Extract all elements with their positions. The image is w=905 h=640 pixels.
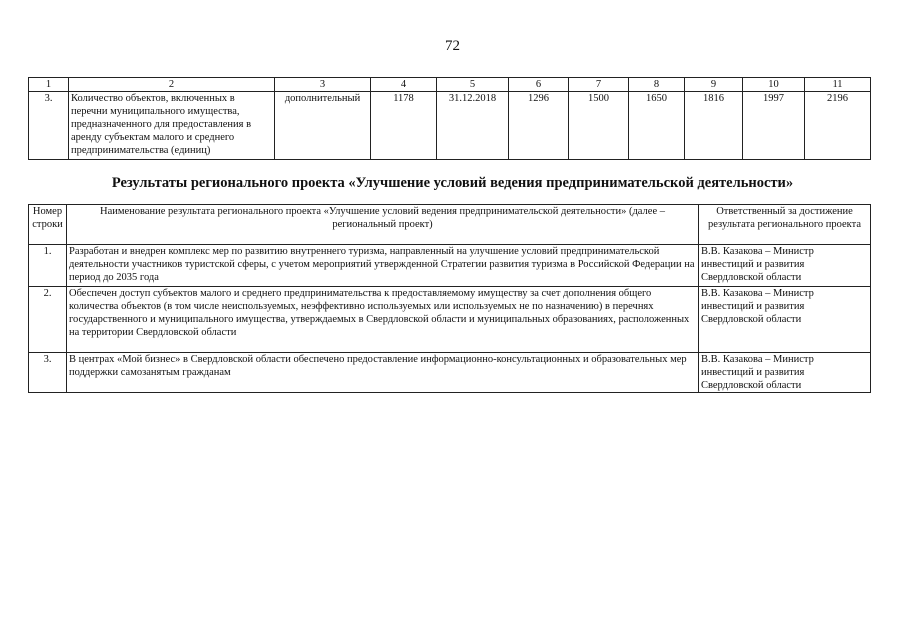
col-header: 1 bbox=[29, 78, 69, 92]
responsible: В.В. Казакова – Министр инвестиций и развития Свердловской области bbox=[699, 245, 871, 287]
col-header-responsible: Ответственный за достижение результата регионального проекта bbox=[699, 205, 871, 245]
col-header: 8 bbox=[629, 78, 685, 92]
table-row bbox=[29, 92, 871, 160]
row-number: 3. bbox=[29, 92, 69, 160]
value-cell: 1816 bbox=[685, 92, 743, 160]
col-header-number: Номер строки bbox=[29, 205, 67, 245]
col-header: 2 bbox=[69, 78, 275, 92]
col-header: 11 bbox=[805, 78, 871, 92]
table-row bbox=[29, 245, 871, 287]
col-header: 4 bbox=[371, 78, 437, 92]
result-name: Разработан и внедрен комплекс мер по развитию внутреннего туризма, направленный на улучшение условий предпринимательской деятельности участников туристской сферы, с учетом мероприятий утвержденной Стратегии развития туризма в Российской Федерации на период до 2035 года bbox=[67, 245, 699, 287]
indicator-type: дополнительный bbox=[275, 92, 371, 160]
indicators-header-row bbox=[29, 78, 871, 92]
value-cell: 1997 bbox=[743, 92, 805, 160]
col-header: 6 bbox=[509, 78, 569, 92]
row-number: 3. bbox=[29, 353, 67, 393]
responsible: В.В. Казакова – Министр инвестиций и развития Свердловской области bbox=[699, 287, 871, 353]
col-header: 9 bbox=[685, 78, 743, 92]
result-name: В центрах «Мой бизнес» в Свердловской области обеспечено предоставление информационно-консультационных и образовательных мер поддержки самозанятым гражданам bbox=[67, 353, 699, 393]
indicator-name: Количество объектов, включенных в перечни муниципального имущества, предназначенного для предоставления в аренду субъектам малого и среднего предпринимательства (единиц) bbox=[69, 92, 275, 160]
results-header-row bbox=[29, 205, 871, 245]
col-header: 7 bbox=[569, 78, 629, 92]
result-name: Обеспечен доступ субъектов малого и среднего предпринимательства к предоставляемому имуществу за счет дополнения общего количества объектов (в том числе неиспользуемых, неэффективно используемых или используемых не по назначению) в перечнях государственного и муниципального имущества, утверждаемых в Свердловской области и муниципальных образованиях, расположенных на территории Свердловской области bbox=[67, 287, 699, 353]
indicators-table bbox=[28, 77, 871, 160]
base-date: 31.12.2018 bbox=[437, 92, 509, 160]
table-row bbox=[29, 287, 871, 353]
col-header: 3 bbox=[275, 78, 371, 92]
table-row bbox=[29, 353, 871, 393]
results-table bbox=[28, 204, 871, 393]
page-number: 72 bbox=[445, 38, 460, 54]
section-title: Результаты регионального проекта «Улучшение условий ведения предпринимательской деятельности» bbox=[111, 175, 794, 191]
value-cell: 1500 bbox=[569, 92, 629, 160]
value-cell: 2196 bbox=[805, 92, 871, 160]
base-value: 1178 bbox=[371, 92, 437, 160]
col-header: 5 bbox=[437, 78, 509, 92]
col-header-name: Наименование результата регионального проекта «Улучшение условий ведения предпринимательской деятельности» (далее – региональный проект) bbox=[67, 205, 699, 245]
responsible: В.В. Казакова – Министр инвестиций и развития Свердловской области bbox=[699, 353, 871, 393]
row-number: 1. bbox=[29, 245, 67, 287]
col-header: 10 bbox=[743, 78, 805, 92]
value-cell: 1650 bbox=[629, 92, 685, 160]
row-number: 2. bbox=[29, 287, 67, 353]
value-cell: 1296 bbox=[509, 92, 569, 160]
